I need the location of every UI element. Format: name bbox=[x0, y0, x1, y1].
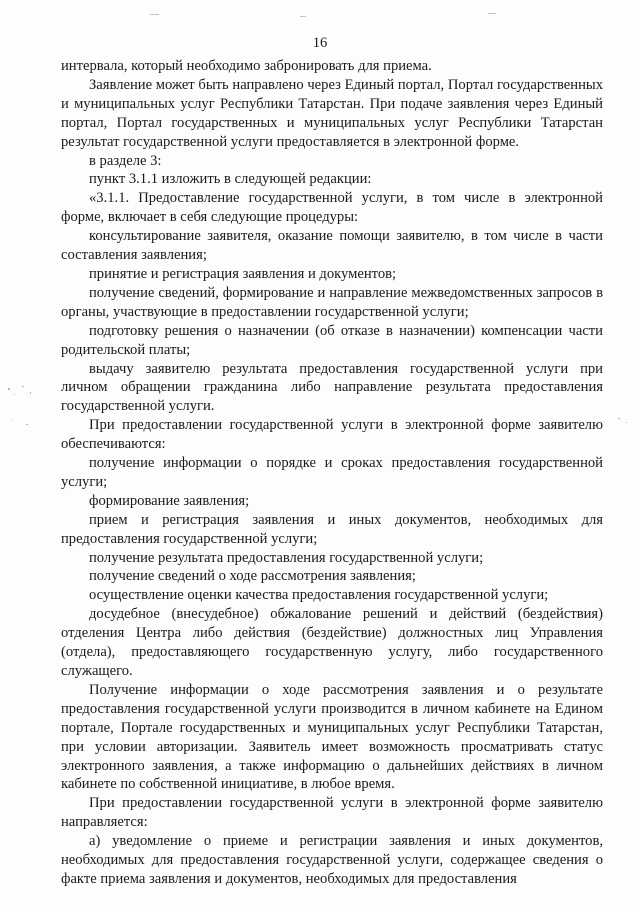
paragraph-4: пункт 3.1.1 изложить в следующей редакции: bbox=[89, 171, 372, 188]
paragraph-18: досудебное (внесудебное) обжалование решений и действий (бездействия) отделения Центра либо действия (бездействие) должностных лиц Управления (отдела), предоставляющего государственную услугу, либо государственного служащего. bbox=[61, 606, 603, 679]
scan-speck bbox=[8, 388, 10, 390]
scan-mark bbox=[300, 16, 306, 17]
paragraph-3: в разделе 3: bbox=[89, 152, 162, 169]
scan-speck bbox=[26, 424, 28, 425]
paragraph-14: прием и регистрация заявления и иных документов, необходимых для предоставления государственной услуги; bbox=[61, 511, 603, 547]
paragraph-7: принятие и регистрация заявления и документов; bbox=[89, 265, 397, 282]
paragraph-9: подготовку решения о назначении (об отказе в назначении) компенсации части родительской платы; bbox=[61, 322, 603, 358]
paragraph-15: получение результата предоставления государственной услуги; bbox=[89, 549, 484, 566]
paragraph-20: При предоставлении государственной услуги в электронной форме заявителю направляется: bbox=[61, 795, 603, 831]
paragraph-10: выдачу заявителю результата предоставления государственной услуги при личном обращении гражданина либо направление результата предоставления государственной услуги. bbox=[61, 360, 603, 415]
paragraph-11: При предоставлении государственной услуги в электронной форме заявителю обеспечиваются: bbox=[61, 417, 603, 453]
scan-mark bbox=[150, 14, 159, 15]
paragraph-8: получение сведений, формирование и направление межведомственных запросов в органы, участвующие в предоставлении государственной услуги; bbox=[61, 284, 603, 320]
paragraph-5: «3.1.1. Предоставление государственной услуги, в том числе в электронной форме, включает в себя следующие процедуры: bbox=[61, 190, 603, 226]
scan-mark bbox=[488, 13, 496, 14]
page-number: 16 bbox=[312, 35, 328, 51]
scan-speck bbox=[30, 392, 31, 394]
scan-speck bbox=[618, 418, 620, 419]
paragraph-12: получение информации о порядке и сроках предоставления государственной услуги; bbox=[61, 455, 603, 490]
paragraph-6: консультирование заявителя, оказание помощи заявителю, в том числе в части составления заявления; bbox=[61, 228, 603, 264]
paragraph-16: получение сведений о ходе рассмотрения заявления; bbox=[89, 568, 416, 585]
paragraph-2: Заявление может быть направлено через Единый портал, Портал государственных и муниципальных услуг Республики Татарстан. При подаче заявления через Единый портал, Портал государственных и муниципальных услуг Республики Татарстан результат государственной услуги предоставляется в электронной форме. bbox=[61, 76, 603, 150]
paragraph-13: формирование заявления; bbox=[89, 492, 250, 509]
document-body bbox=[61, 57, 603, 889]
scan-speck bbox=[626, 422, 627, 423]
paragraph-21: а) уведомление о приеме и регистрации заявления и иных документов, необходимых для предоставления государственной услуги, содержащее сведения о факте приема заявления и документов, необходимых для предоставления bbox=[61, 833, 603, 887]
paragraph-19: Получение информации о ходе рассмотрения заявления и о результате предоставления государственной услуги производится в личном кабинете на Едином портале, Портале государственных и муниципальных услуг Республики Татарстан, при условии авторизации. Заявитель имеет возможность просматривать статус электронного заявления, а также информацию о дальнейших действиях в личном кабинете по собственной инициативе, в любое время. bbox=[61, 681, 603, 793]
scan-speck bbox=[12, 420, 13, 421]
paragraph-17: осуществление оценки качества предоставления государственной услуги; bbox=[89, 587, 549, 604]
scan-speck bbox=[22, 386, 24, 387]
paragraph-1: интервала, который необходимо забронировать для приема. bbox=[61, 58, 432, 74]
scan-speck bbox=[14, 394, 15, 395]
